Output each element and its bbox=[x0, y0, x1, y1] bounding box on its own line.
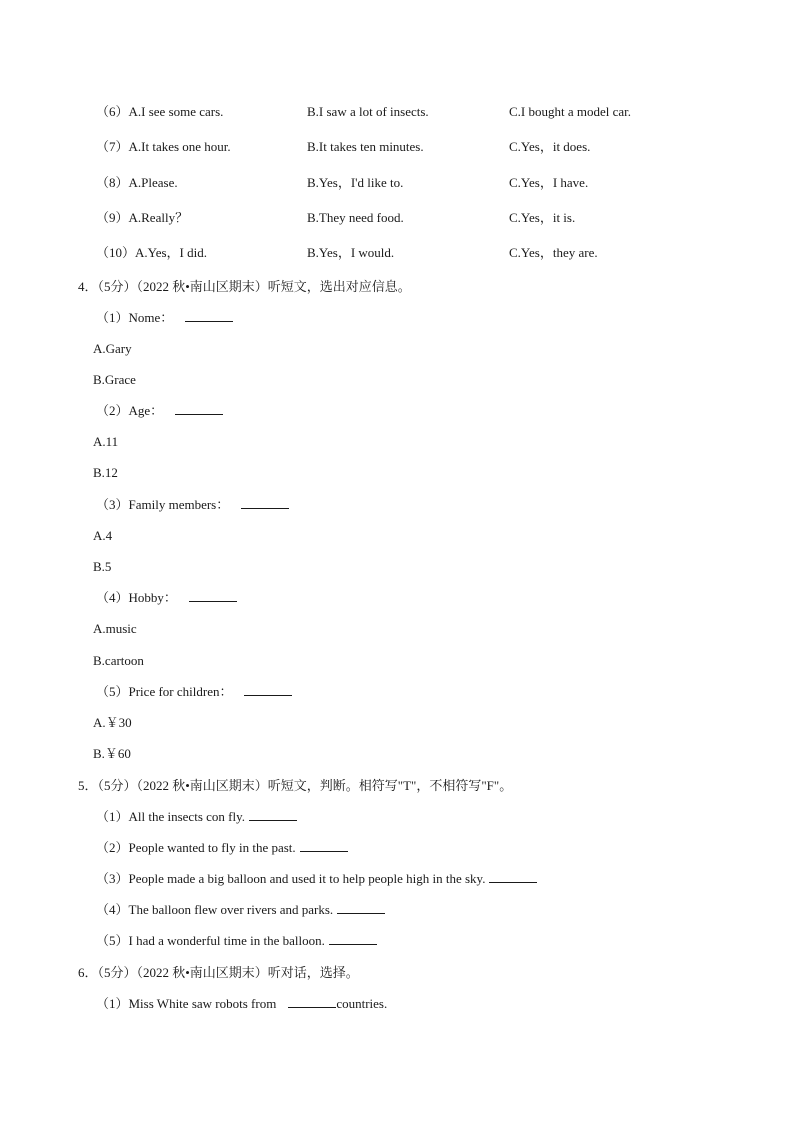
q5-item2-text: （2）People wanted to fly in the past. bbox=[96, 840, 296, 855]
q4-heading: 4．（5分）（2022 秋•南山区期末）听短文，选出对应信息。 bbox=[78, 279, 411, 294]
q4-item4 bbox=[96, 590, 237, 606]
q4-item3-prompt: （3）Family members： bbox=[96, 497, 230, 512]
q4-item1-prompt: （1）Nome： bbox=[96, 310, 174, 325]
q6-item1 bbox=[96, 996, 387, 1012]
q4-item5-prompt: （5）Price for children： bbox=[96, 684, 233, 699]
answer-blank[interactable] bbox=[249, 809, 297, 821]
answer-blank[interactable] bbox=[300, 840, 348, 852]
answer-blank[interactable] bbox=[489, 871, 537, 883]
q6-heading: 6．（5分）（2022 秋•南山区期末）听对话，选择。 bbox=[78, 965, 359, 980]
q4-item4-prompt: （4）Hobby： bbox=[96, 590, 177, 605]
q3-row7-option-b: B.It takes ten minutes. bbox=[307, 139, 424, 154]
q4-item5-option-b: B.￥60 bbox=[93, 746, 131, 761]
q6-item1-text-after: countries. bbox=[336, 996, 388, 1011]
q3-row10-option-a: （10）A.Yes，I did. bbox=[96, 245, 207, 260]
q4-item1 bbox=[96, 310, 233, 326]
q3-row7-option-a: （7）A.It takes one hour. bbox=[96, 139, 231, 154]
q4-item1-option-b: B.Grace bbox=[93, 372, 136, 387]
answer-blank[interactable] bbox=[241, 497, 289, 509]
answer-blank[interactable] bbox=[185, 310, 233, 322]
q3-row6-option-a: （6）A.I see some cars. bbox=[96, 104, 224, 119]
q4-item4-option-a: A.music bbox=[93, 621, 137, 636]
q3-row9-option-c: C.Yes，it is. bbox=[509, 210, 576, 225]
q5-item4 bbox=[96, 902, 385, 918]
q5-item1-text: （1）All the insects con fly. bbox=[96, 809, 245, 824]
q4-item3-option-a: A.4 bbox=[93, 528, 113, 543]
q6-item1-text-before: （1）Miss White saw robots from bbox=[96, 996, 277, 1011]
q5-item3 bbox=[96, 871, 537, 887]
q3-row8-option-a: （8）A.Please. bbox=[96, 175, 178, 190]
q5-item5 bbox=[96, 933, 377, 949]
q4-item1-option-a: A.Gary bbox=[93, 341, 132, 356]
q4-item2-option-b: B.12 bbox=[93, 465, 118, 480]
q4-item3 bbox=[96, 497, 289, 513]
q5-item1 bbox=[96, 809, 297, 825]
q3-row10-option-b: B.Yes，I would. bbox=[307, 245, 395, 260]
q4-item5 bbox=[96, 684, 292, 700]
q5-item3-text: （3）People made a big balloon and used it to help people high in the sky. bbox=[96, 871, 486, 886]
q5-item4-text: （4）The balloon flew over rivers and parks. bbox=[96, 902, 334, 917]
q3-row9-option-a: （9）A.Really？ bbox=[96, 210, 189, 225]
q3-row9-option-b: B.They need food. bbox=[307, 210, 404, 225]
q3-row8-option-c: C.Yes，I have. bbox=[509, 175, 589, 190]
q4-item2-prompt: （2）Age： bbox=[96, 403, 164, 418]
q3-row8-option-b: B.Yes，I'd like to. bbox=[307, 175, 404, 190]
q3-row6-option-c: C.I bought a model car. bbox=[509, 104, 632, 119]
q4-item3-option-b: B.5 bbox=[93, 559, 112, 574]
answer-blank[interactable] bbox=[329, 933, 377, 945]
answer-blank[interactable] bbox=[189, 590, 237, 602]
q4-item4-option-b: B.cartoon bbox=[93, 653, 144, 668]
q5-item5-text: （5）I had a wonderful time in the balloon. bbox=[96, 933, 325, 948]
q4-item2-option-a: A.11 bbox=[93, 434, 119, 449]
answer-blank[interactable] bbox=[244, 684, 292, 696]
q3-row10-option-c: C.Yes，they are. bbox=[509, 245, 598, 260]
q3-row6-option-b: B.I saw a lot of insects. bbox=[307, 104, 429, 119]
answer-blank[interactable] bbox=[288, 996, 336, 1008]
q4-item5-option-a: A.￥30 bbox=[93, 715, 132, 730]
q5-heading: 5．（5分）（2022 秋•南山区期末）听短文，判断。相符写"T"，不相符写"F"。 bbox=[78, 778, 513, 793]
q5-item2 bbox=[96, 840, 348, 856]
answer-blank[interactable] bbox=[175, 403, 223, 415]
q3-row7-option-c: C.Yes，it does. bbox=[509, 139, 591, 154]
q4-item2 bbox=[96, 403, 223, 419]
answer-blank[interactable] bbox=[337, 902, 385, 914]
